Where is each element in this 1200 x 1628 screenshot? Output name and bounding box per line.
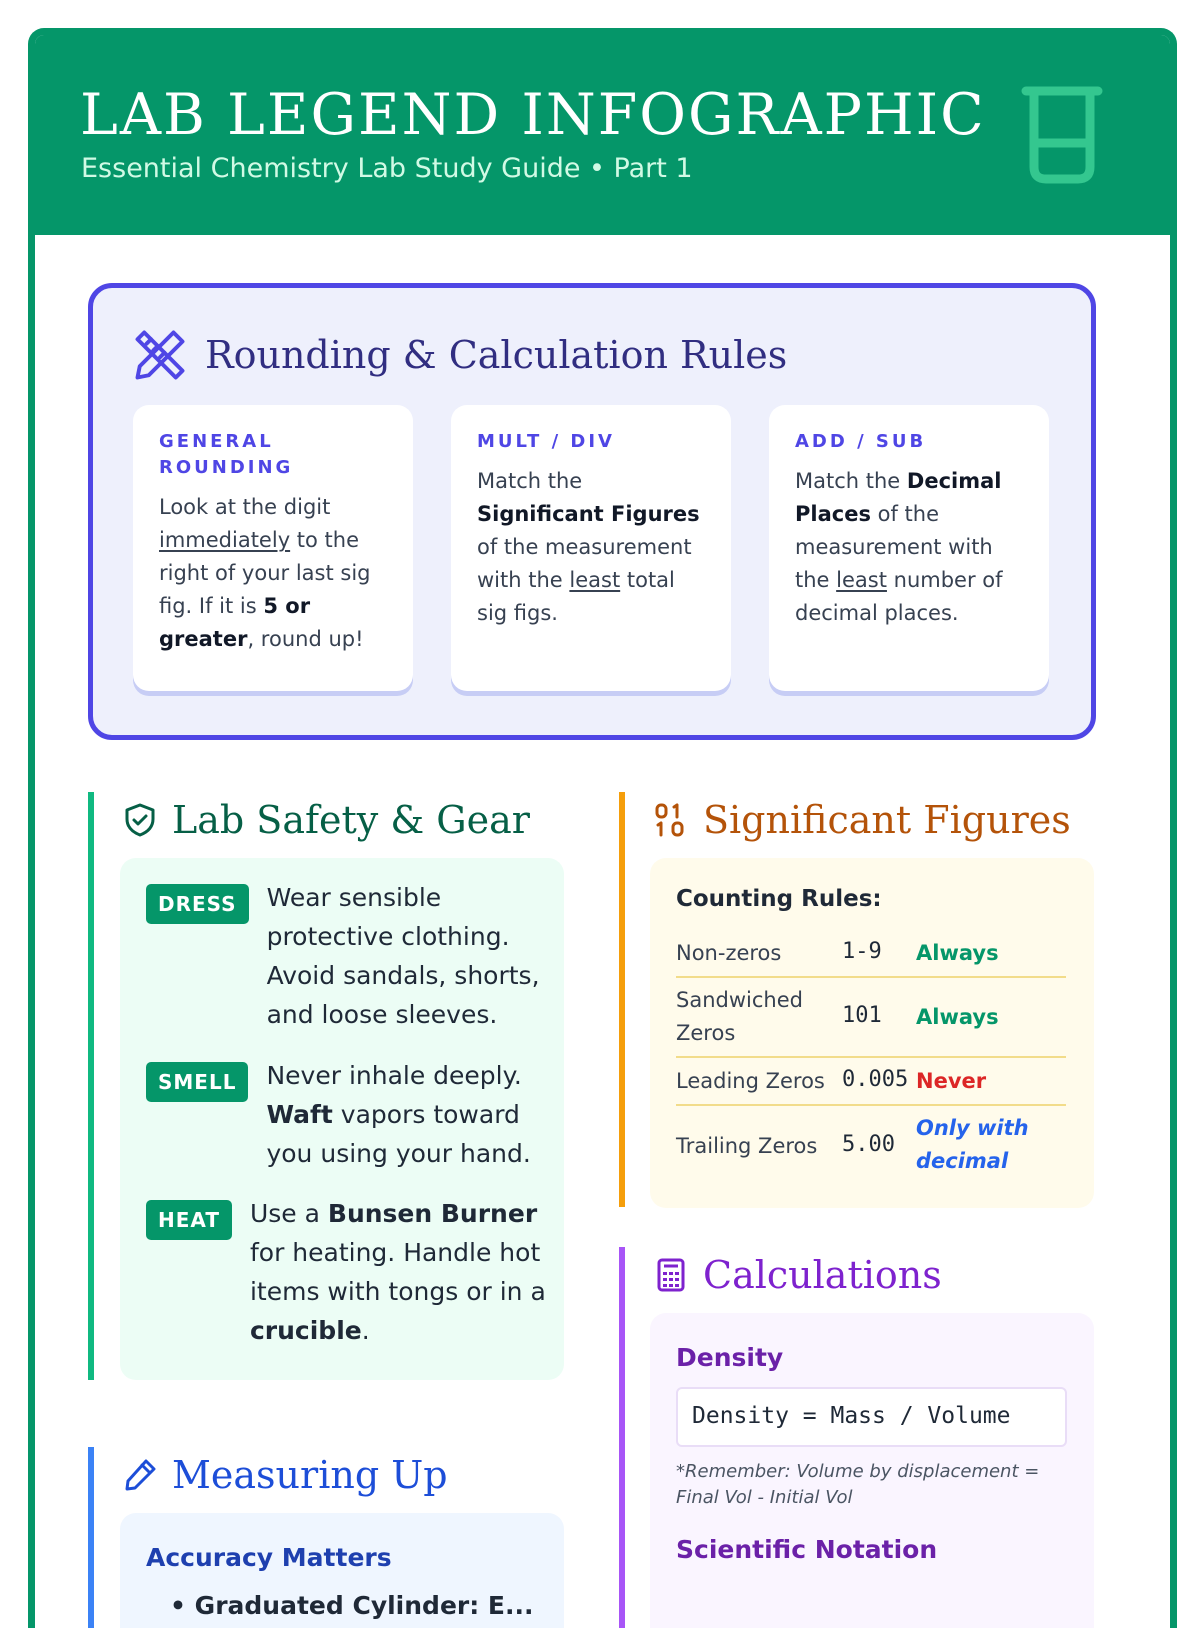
safety-text: Never inhale deeply. Waft vapors toward you using your hand. (266, 1061, 531, 1168)
rule-card-label: MULT / DIV (477, 431, 615, 452)
accuracy-title: Accuracy Matters (146, 1543, 392, 1572)
sigfig-row (676, 1106, 1066, 1186)
accuracy-item: • Graduated Cylinder: E... (170, 1591, 534, 1620)
sigfig-status: Never (916, 1069, 987, 1093)
sigfig-example: 5.00 (842, 1132, 895, 1157)
measuring-box (120, 1513, 564, 1628)
rule-card-text: Match the Decimal Places of the measurement with the least number of decimal places. (795, 469, 1003, 625)
sigfig-row (676, 930, 1066, 978)
beaker-icon (1020, 85, 1104, 185)
pipette-icon (122, 1457, 158, 1493)
safety-item-smell (146, 1062, 536, 1173)
sigfig-status: Always (916, 1005, 999, 1029)
rule-card-label: ADD / SUB (795, 431, 927, 452)
density-formula: Density = Mass / Volume (676, 1387, 1067, 1447)
sigfig-example: 101 (842, 1003, 882, 1028)
sigfig-rule-name: Sandwiched Zeros (676, 988, 803, 1045)
calculations-section (619, 1247, 1099, 1628)
safety-box (120, 858, 564, 1380)
sigfig-example: 1-9 (842, 939, 882, 964)
safety-text: Use a Bunsen Burner for heating. Handle hot items with tongs or in a crucible. (249, 1199, 546, 1345)
rule-card-add-sub (769, 405, 1049, 691)
sigfig-row (676, 1058, 1066, 1106)
calculator-icon (653, 1257, 689, 1293)
sigfig-row (676, 978, 1066, 1058)
safety-item-dress (146, 884, 557, 1034)
header (35, 35, 1170, 235)
measuring-title: Measuring Up (172, 1453, 448, 1497)
safety-section (88, 792, 568, 1382)
safety-item-heat (146, 1200, 550, 1350)
sigfig-status: Always (916, 941, 999, 965)
rule-card-general (133, 405, 413, 691)
rule-card-text: Match the Significant Figures of the measurement with the least total sig figs. (477, 469, 700, 625)
page-subtitle: Essential Chemistry Lab Study Guide • Part 1 (81, 153, 693, 184)
rule-card-mult-div (451, 405, 731, 691)
density-label: Density (676, 1343, 784, 1372)
pencil-ruler-icon (133, 328, 187, 382)
rounding-panel (88, 283, 1096, 740)
rounding-title: Rounding & Calculation Rules (205, 333, 788, 377)
sigfigs-section (619, 792, 1099, 1212)
sigfig-rule-name: Trailing Zeros (676, 1134, 818, 1158)
scientific-notation-label: Scientific Notation (676, 1535, 938, 1564)
page-title: LAB LEGEND INFOGRAPHIC (80, 82, 986, 148)
safety-tag: DRESS (146, 884, 249, 924)
measuring-section (88, 1447, 568, 1628)
shield-check-icon (122, 802, 158, 838)
sigfig-example: 0.005 (842, 1067, 909, 1092)
sigfig-rule-name: Leading Zeros (676, 1069, 825, 1093)
binary-icon (653, 802, 689, 838)
calculations-box (650, 1313, 1094, 1628)
rule-card-text: Look at the digit immediately to the right of your last sig fig. If it is 5 or greater, round up! (159, 495, 371, 651)
sigfigs-title: Significant Figures (703, 798, 1071, 842)
safety-tag: HEAT (146, 1200, 232, 1240)
sigfig-rule-name: Non-zeros (676, 941, 782, 965)
calculations-title: Calculations (703, 1253, 942, 1297)
safety-title: Lab Safety & Gear (172, 798, 530, 842)
rule-card-label: GENERAL ROUNDING (159, 431, 294, 478)
sigfigs-box (650, 858, 1094, 1208)
counting-rules-title: Counting Rules: (676, 886, 882, 912)
safety-tag: SMELL (146, 1062, 248, 1102)
safety-text: Wear sensible protective clothing. Avoid sandals, shorts, and loose sleeves. (266, 883, 540, 1029)
density-note: *Remember: Volume by displacement = Final Vol - Initial Vol (676, 1461, 1040, 1508)
infographic-frame (28, 28, 1177, 1628)
sigfig-status: Only with decimal (916, 1116, 1029, 1173)
